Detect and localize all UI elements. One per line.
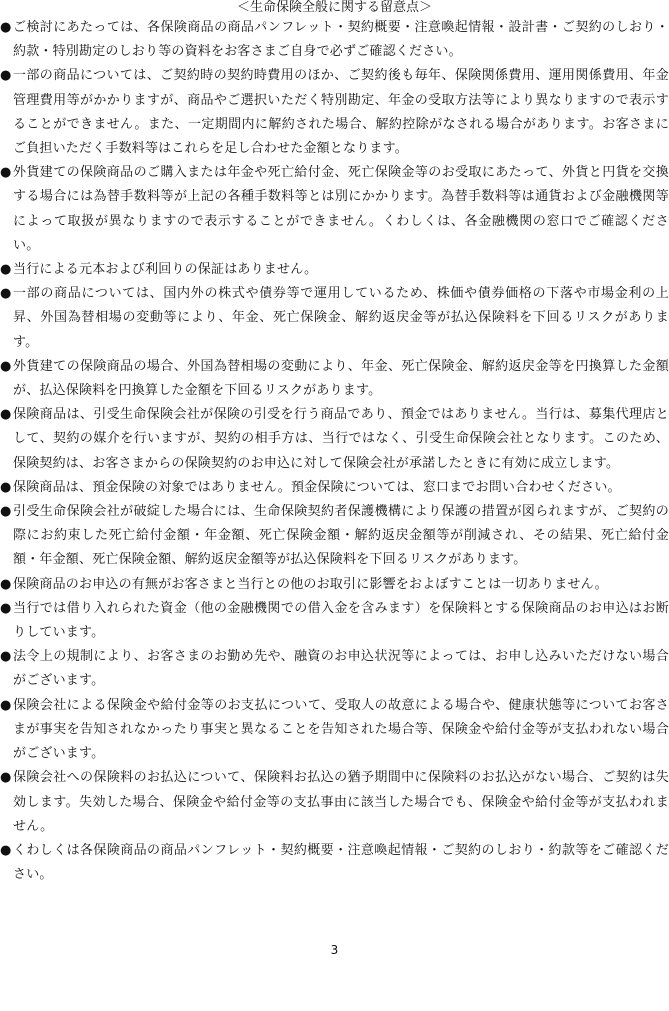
note-item — [0, 597, 669, 645]
note-text: 保険会社への保険料のお払込について、保険料お払込の猶予期間中に保険料のお払込がない場合、ご契約は失効します。失効した場合、保険金や給付金等の支払事由に該当した場合でも、保険金や給付金等が支払われません。 — [13, 770, 669, 834]
note-item — [0, 694, 669, 767]
bullet-icon: ● — [0, 262, 12, 278]
note-text: 保険商品のお申込の有無がお客さまと当行との他のお取引に影響をおよぼすことは一切ありません。 — [13, 576, 608, 592]
bullet-icon: ● — [0, 842, 12, 858]
bullet-icon: ● — [0, 504, 12, 520]
bullet-icon: ● — [0, 600, 12, 616]
bullet-icon: ● — [0, 358, 12, 374]
bullet-icon: ● — [0, 20, 12, 35]
note-text: 引受生命保険会社が破綻した場合には、生命保険契約者保護機構により保護の措置が図られますが、ご契約の際にお約束した死亡給付金額・年金額、死亡保険金額・解約返戻金額等が削減され、その結果、死亡給付金額・年金額、死亡保険金額、解約返戻金額等が払込保険料を下回るリスクがあります。 — [13, 504, 669, 568]
note-item — [0, 16, 669, 64]
bullet-icon: ● — [0, 770, 12, 786]
note-text: くわしくは各保険商品の商品パンフレット・契約概要・注意喚起情報・ご契約のしおり・約款等をご確認ください。 — [13, 842, 669, 883]
note-item — [0, 282, 669, 355]
note-item — [0, 766, 669, 839]
bullet-icon: ● — [0, 407, 12, 423]
bullet-icon: ● — [0, 68, 12, 84]
note-text: 一部の商品については、国内外の株式や債券等で運用しているため、株価や債券価格の下落や市場金利の上昇、外国為替相場の変動等により、年金、死亡保険金、解約返戻金等が払込保険料を下回るリスクがあります。 — [13, 286, 669, 350]
note-item — [0, 161, 669, 258]
note-item — [0, 645, 669, 693]
bullet-icon: ● — [0, 697, 12, 713]
note-item — [0, 258, 669, 282]
note-item — [0, 64, 669, 161]
note-item — [0, 839, 669, 887]
bullet-icon: ● — [0, 165, 12, 181]
bullet-icon: ● — [0, 286, 12, 302]
note-item — [0, 500, 669, 573]
note-text: ご検討にあたっては、各保険商品の商品パンフレット・契約概要・注意喚起情報・設計書・ご契約のしおり・約款・特別勘定のしおり等の資料をお客さまご自身で必ずご確認ください。 — [13, 20, 669, 60]
note-item — [0, 476, 669, 500]
bullet-icon: ● — [0, 479, 12, 495]
note-text: 外貨建ての保険商品のご購入または年金や死亡給付金、死亡保険金等のお受取にあたって、外貨と円貨を交換する場合には為替手数料等が上記の各種手数料等とは別にかかります。為替手数料等は通貨および金融機関等によって取扱が異なりますので表示することができません。くわしくは、各金融機関の窓口でご確認ください。 — [13, 165, 669, 253]
bullet-icon: ● — [0, 576, 12, 592]
note-text: 法令上の規制により、お客さまのお勤め先や、融資のお申込状況等によっては、お申し込みいただけない場合がございます。 — [13, 649, 669, 689]
notes-list — [0, 16, 669, 887]
note-item — [0, 355, 669, 403]
note-text: 当行による元本および利回りの保証はありません。 — [13, 262, 318, 278]
page-number: 3 — [330, 943, 339, 957]
note-text: 保険商品は、預金保険の対象ではありません。預金保険については、窓口までお問い合わせください。 — [13, 479, 621, 495]
page-title: ＜生命保険全般に関する留意点＞ — [236, 0, 432, 15]
bullet-icon: ● — [0, 649, 12, 665]
note-text: 一部の商品については、ご契約時の契約時費用のほか、ご契約後も毎年、保険関係費用、運用関係費用、年金管理費用等がかかりますが、商品やご選択いただく特別勘定、年金の受取方法等により異なりますので表示することができません。また、一定期間内に解約された場合、解約控除がなされる場合があります。お客さまにご負担いただく手数料等はこれらを足し合わせた金額となります。 — [13, 68, 669, 157]
note-text: 当行では借り入れられた資金（他の金融機関での借入金を含みます）を保険料とする保険商品のお申込はお断りしています。 — [13, 600, 669, 641]
note-text: 保険会社による保険金や給付金等のお支払について、受取人の故意による場合や、健康状態等についてお客さまが事実を告知されなかったり事実と異なることを告知された場合等、保険金や給付金等が支払われない場合がございます。 — [13, 697, 669, 762]
note-item — [0, 403, 669, 476]
note-text: 外貨建ての保険商品の場合、外国為替相場の変動により、年金、死亡保険金、解約返戻金等を円換算した金額が、払込保険料を円換算した金額を下回るリスクがあります。 — [13, 358, 669, 399]
note-text: 保険商品は、引受生命保険会社が保険の引受を行う商品であり、預金ではありません。当行は、募集代理店として、契約の媒介を行いますが、契約の相手方は、当行ではなく、引受生命保険会社となります。このため、保険契約は、お客さまからの保険契約のお申込に対して保険会社が承諾したときに有効に成立します。 — [13, 407, 669, 471]
note-item — [0, 573, 669, 597]
